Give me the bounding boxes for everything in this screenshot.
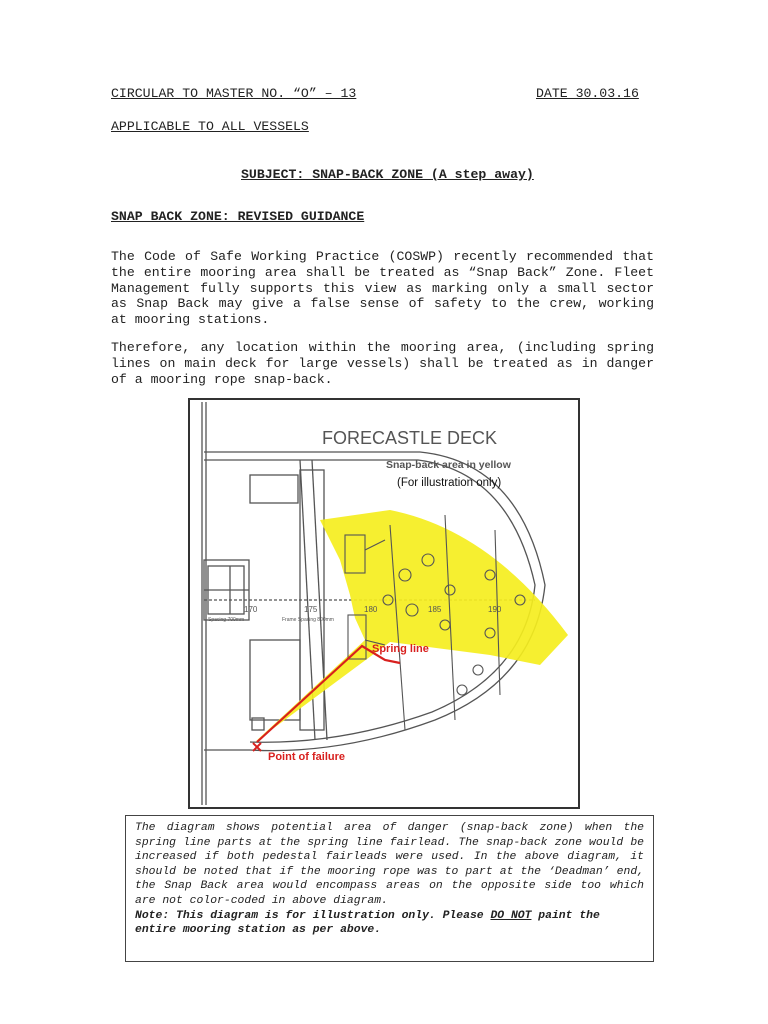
- paragraph-mooring-area: Therefore, any location within the mooring area, (including spring lines on main deck for large vessels) shall be treated as in danger of a mooring rope snap-back.: [111, 340, 654, 387]
- forecastle-deck-figure: [188, 398, 580, 809]
- caption-note-suffix: paint the entire mooring station as per above.: [135, 909, 600, 937]
- snap-back-area: [255, 510, 568, 742]
- frame-label-180: 180: [364, 605, 378, 614]
- caption-text: The diagram shows potential area of danger (snap-back zone) when the spring line parts at the spring line fairlead. The snap-back zone would be increased if both pedestal fairleads were used. In the above diagram, it should be noted that if the mooring rope was to part at the ‘Deadman’ end, the Snap Back area would encompass areas on the opposite side too which are not color-coded in above diagram.: [135, 822, 644, 907]
- figure-caption-box: [125, 815, 654, 962]
- spring-line-label: Spring line: [372, 643, 429, 655]
- point-of-failure-label: Point of failure: [268, 751, 345, 763]
- frame-label-170: 170: [244, 605, 258, 614]
- section-heading: SNAP BACK ZONE: REVISED GUIDANCE: [111, 209, 365, 224]
- figure-subtitle: Snap-back area in yellow: [386, 459, 511, 471]
- circular-date: DATE 30.03.16: [536, 86, 639, 101]
- frame-label-175: 175: [304, 605, 318, 614]
- frame-label-185: 185: [428, 605, 442, 614]
- forecastle-deck-diagram: [190, 400, 578, 807]
- spacing-label-700: Spacing 700mm: [208, 617, 245, 623]
- circular-number: CIRCULAR TO MASTER NO. “O” – 13: [111, 86, 357, 101]
- figure-note: (For illustration only): [397, 477, 502, 489]
- caption-note-prefix: Note: This diagram is for illustration only. Please: [135, 909, 491, 922]
- caption-note-emphasis: DO NOT: [490, 909, 532, 922]
- figure-title: FORECASTLE DECK: [322, 428, 498, 448]
- subject-heading: SUBJECT: SNAP-BACK ZONE (A step away): [241, 167, 534, 182]
- spacing-label-800: Frame Spacing 800mm: [282, 617, 334, 623]
- applicable-line: APPLICABLE TO ALL VESSELS: [111, 119, 309, 134]
- frame-label-190: 190: [488, 605, 502, 614]
- caption-note: [135, 909, 644, 938]
- paragraph-coswp: The Code of Safe Working Practice (COSWP) recently recommended that the entire mooring area shall be treated as “Snap Back” Zone. Fleet Management fully supports this view as marking only a small sector as Snap Back may give a false sense of safety to the crew, working at mooring stations.: [111, 249, 654, 328]
